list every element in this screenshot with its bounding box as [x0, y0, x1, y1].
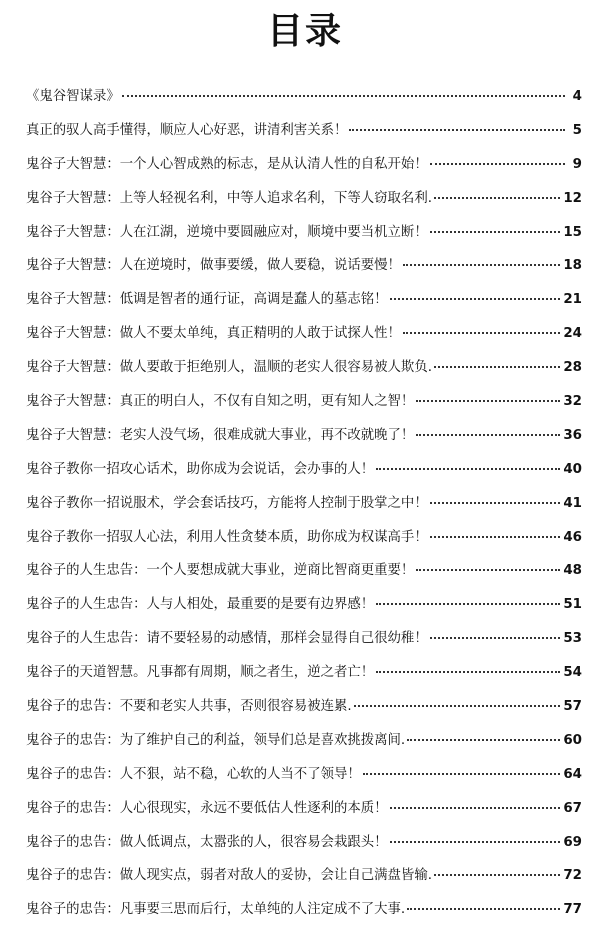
toc-entry-title: 鬼谷子大智慧：做人不要太单纯，真正精明的人敢于试探人性！ [26, 326, 401, 342]
toc-leader-dots [354, 705, 561, 707]
toc-page-number: 15 [563, 224, 582, 240]
toc-entry[interactable] [26, 148, 582, 182]
toc-leader-dots [430, 536, 561, 538]
toc-page-number: 12 [563, 190, 582, 206]
toc-entry[interactable] [26, 521, 582, 555]
toc-entry[interactable] [26, 859, 582, 893]
toc-leader-dots [416, 569, 560, 571]
toc-page-number: 9 [572, 156, 582, 172]
toc-leader-dots [407, 739, 560, 741]
toc-leader-dots [430, 231, 561, 233]
toc-entry[interactable] [26, 283, 582, 317]
toc-page-number: 69 [563, 834, 582, 850]
toc-entry[interactable] [26, 249, 582, 283]
toc-entry[interactable] [26, 758, 582, 792]
toc-leader-dots [430, 163, 565, 165]
toc-page-number: 4 [572, 89, 582, 104]
toc-entry-title: 鬼谷子的忠告：人不狠，站不稳，心软的人当不了领导！ [26, 766, 361, 782]
toc-page-number: 24 [563, 326, 582, 342]
toc-page-number: 32 [563, 394, 582, 410]
toc-entry-title: 鬼谷子的忠告：做人低调点，太嚣张的人，很容易会栽跟头！ [26, 834, 388, 850]
toc-entry-title: 鬼谷子的人生忠告：请不要轻易的动感情，那样会显得自己很幼稚！ [26, 631, 428, 647]
toc-page-number: 54 [563, 665, 582, 681]
page-title: 目录 [266, 11, 343, 52]
toc-entry[interactable] [26, 385, 582, 419]
toc-entry-title: 鬼谷子大智慧：人在江湖，逆境中要圆融应对，顺境中要当机立断！ [26, 224, 428, 240]
toc-entry[interactable] [26, 826, 582, 860]
toc-entry[interactable] [26, 114, 582, 148]
toc-leader-dots [407, 908, 560, 910]
toc-entry-title: 《鬼谷智谋录》 [26, 89, 120, 104]
toc-leader-dots [376, 603, 560, 605]
toc-leader-dots [434, 874, 560, 876]
toc-entry[interactable] [26, 453, 582, 487]
toc-page-number: 57 [563, 699, 582, 715]
toc-entry[interactable] [26, 80, 582, 114]
toc-leader-dots [416, 434, 560, 436]
toc-page-number: 51 [563, 597, 582, 613]
toc-leader-dots [122, 95, 565, 97]
toc-leader-dots [390, 807, 561, 809]
toc-entry[interactable] [26, 419, 582, 453]
toc-entry[interactable] [26, 588, 582, 622]
toc-entry[interactable] [26, 792, 582, 826]
toc-page-number: 77 [563, 902, 582, 918]
toc-entry[interactable] [26, 690, 582, 724]
toc-page-number: 53 [563, 631, 582, 647]
toc-entry[interactable] [26, 656, 582, 690]
toc-entry-title: 鬼谷子的忠告：人心很现实，永远不要低估人性逐利的本质！ [26, 800, 388, 816]
toc-entry-title: 鬼谷子大智慧：低调是智者的通行证，高调是蠢人的墓志铭！ [26, 292, 388, 308]
toc-page-number: 60 [563, 732, 582, 748]
toc-entry-title: 鬼谷子的忠告：做人现实点，弱者对敌人的妥协，会让自己满盘皆输. [26, 868, 432, 884]
toc-leader-dots [376, 671, 560, 673]
toc-page-number: 5 [572, 122, 582, 138]
toc-entry-title: 鬼谷子的忠告：为了维护自己的利益，领导们总是喜欢挑拨离间. [26, 732, 406, 748]
toc-entry-title: 鬼谷子的天道智慧。凡事都有周期，顺之者生，逆之者亡！ [26, 665, 375, 681]
toc-leader-dots [434, 366, 560, 368]
toc-entry-title: 鬼谷子的忠告：不要和老实人共事，否则很容易被连累. [26, 699, 352, 715]
toc-entry-title: 鬼谷子的人生忠告：一个人要想成就大事业，逆商比智商更重要！ [26, 563, 415, 579]
toc-page-number: 40 [563, 461, 582, 477]
toc-leader-dots [349, 129, 565, 131]
toc-entry-title: 鬼谷子教你一招攻心话术，助你成为会说话，会办事的人！ [26, 461, 375, 477]
toc-leader-dots [390, 841, 561, 843]
toc-page-number: 36 [563, 427, 582, 443]
toc-leader-dots [376, 468, 560, 470]
toc-page-number: 18 [563, 258, 582, 274]
toc-entry-title: 鬼谷子大智慧：老实人没气场，很难成就大事业，再不改就晚了！ [26, 427, 415, 443]
toc-page-number: 64 [563, 766, 582, 782]
toc-entry[interactable] [26, 487, 582, 521]
toc-leader-dots [416, 400, 560, 402]
toc-entry[interactable] [26, 317, 582, 351]
toc-page-number: 46 [563, 529, 582, 545]
toc-entry-title: 鬼谷子教你一招说服术，学会套话技巧，方能将人控制于股掌之中！ [26, 495, 428, 511]
toc-entry-title: 鬼谷子的忠告：凡事要三思而后行，太单纯的人注定成不了大事. [26, 902, 406, 918]
toc-page-number: 28 [563, 360, 582, 376]
toc-leader-dots [434, 197, 560, 199]
toc-entry-title: 鬼谷子大智慧：真正的明白人，不仅有自知之明，更有知人之智！ [26, 394, 415, 410]
toc-leader-dots [390, 298, 561, 300]
toc-entry[interactable] [26, 724, 582, 758]
toc-entry-title: 鬼谷子大智慧：上等人轻视名利，中等人追求名利，下等人窃取名利. [26, 190, 432, 206]
toc-leader-dots [363, 773, 561, 775]
toc-entry-title: 鬼谷子大智慧：做人要敢于拒绝别人，温顺的老实人很容易被人欺负. [26, 360, 432, 376]
toc-page-number: 41 [563, 495, 582, 511]
toc-leader-dots [430, 502, 561, 504]
toc-entry-title: 真正的驭人高手懂得，顺应人心好恶，讲清利害关系！ [26, 122, 348, 138]
toc-entry[interactable] [26, 554, 582, 588]
toc-page-number: 72 [563, 868, 582, 884]
toc-entry[interactable] [26, 622, 582, 656]
toc-list [26, 80, 582, 927]
toc-page-number: 67 [563, 800, 582, 816]
toc-entry[interactable] [26, 351, 582, 385]
toc-entry[interactable] [26, 893, 582, 927]
toc-entry-title: 鬼谷子教你一招驭人心法，利用人性贪婪本质，助你成为权谋高手！ [26, 529, 428, 545]
toc-leader-dots [403, 264, 560, 266]
toc-entry[interactable] [26, 216, 582, 250]
toc-leader-dots [403, 332, 560, 334]
toc-page-number: 21 [563, 292, 582, 308]
toc-entry-title: 鬼谷子大智慧：人在逆境时，做事要缓，做人要稳，说话要慢！ [26, 258, 401, 274]
toc-entry-title: 鬼谷子大智慧：一个人心智成熟的标志，是从认清人性的自私开始！ [26, 156, 428, 172]
toc-entry-title: 鬼谷子的人生忠告：人与人相处，最重要的是要有边界感！ [26, 597, 375, 613]
toc-leader-dots [430, 637, 561, 639]
toc-entry[interactable] [26, 182, 582, 216]
toc-page-number: 48 [563, 563, 582, 579]
